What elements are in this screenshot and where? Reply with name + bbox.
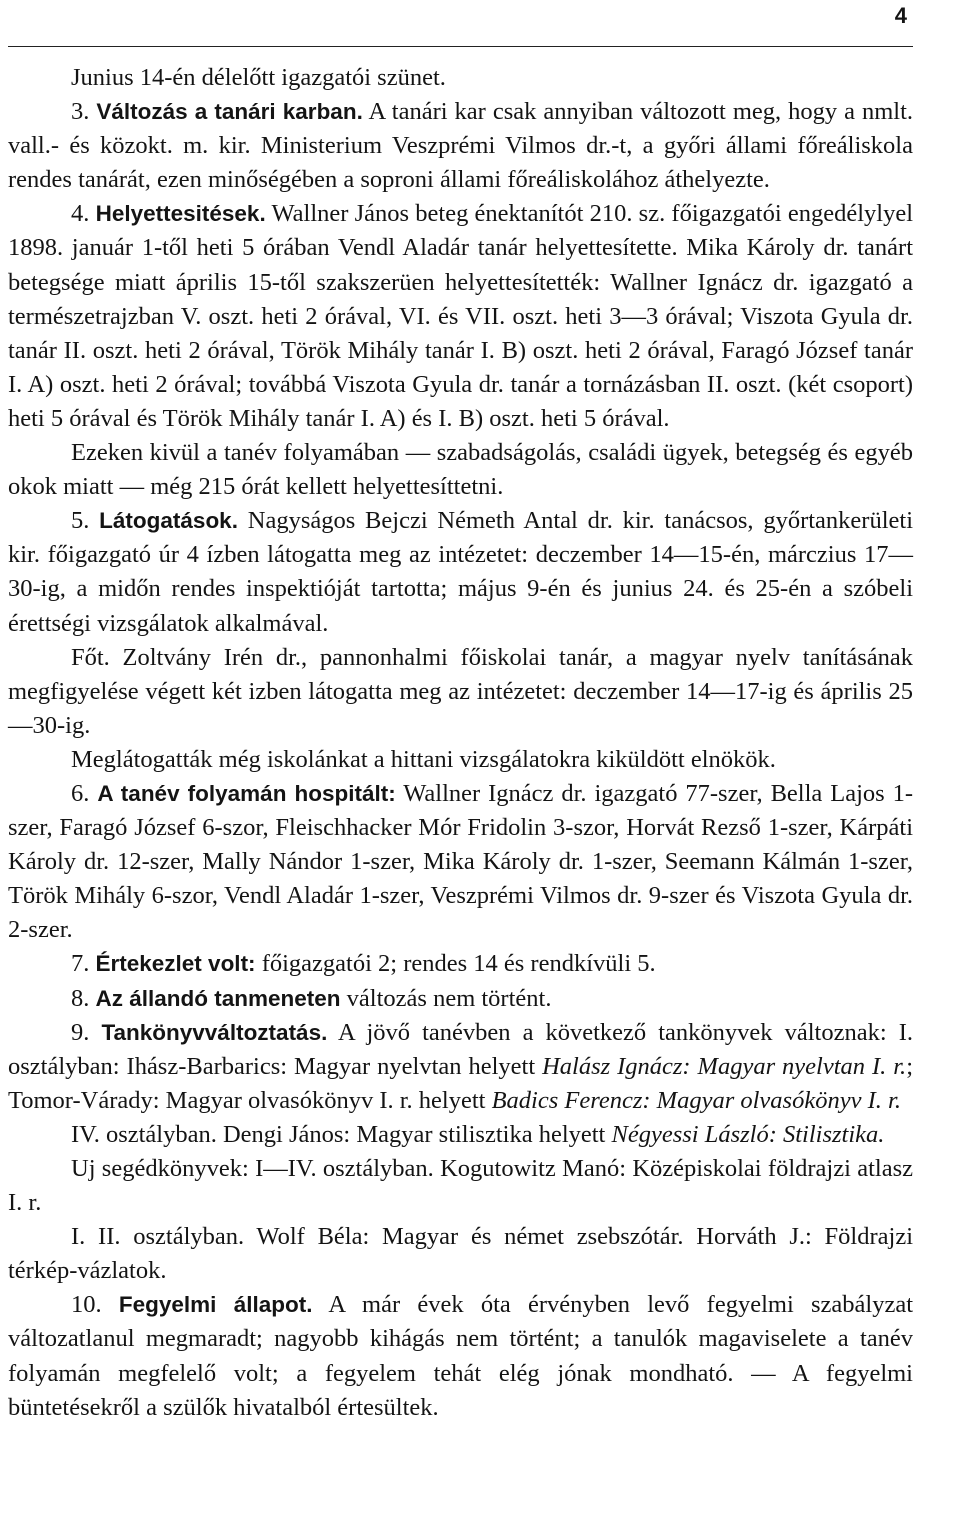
paragraph <box>8 947 913 981</box>
text-run: 10. <box>71 1291 119 1319</box>
text-run: 4. <box>71 200 96 228</box>
paragraph <box>8 95 913 197</box>
book-title: Négyessi László: Stilisztika. <box>611 1120 885 1148</box>
paragraph <box>8 1288 913 1424</box>
section-heading: Látogatások. <box>99 508 238 534</box>
paragraph <box>8 777 913 947</box>
text-run: 6. <box>71 779 98 807</box>
text-run: Wallner János beteg énektanítót 210. sz. főigazgatói engedélylyel 1898. január 1-től heti 5 órában Vendl Aladár tanár helyettesítette. Mika Károly dr. tanárt betegsége miatt április 15-től szakszerüen helyettesítették: Wallner Ignácz dr. igazgató a természetrajzban V. oszt. heti 2 órával, VI. és VII. oszt. heti 3—3 órával; Viszota Gyula dr. tanár II. oszt. heti 2 órával, Török Mihály tanár I. B) oszt. heti 2 órával, Faragó József tanár I. A) oszt. heti 2 órával; továbbá Viszota Gyula dr. tanár a tornázásban II. oszt. (két csoport) heti 5 órával és Török Mihály tanár I. A) és I. B) oszt. heti 5 órával. <box>8 200 914 432</box>
paragraph <box>8 982 913 1016</box>
book-title: Halász Ignácz: Magyar nyelvtan I. r. <box>542 1052 907 1080</box>
text-run: IV. osztályban. Dengi János: Magyar stilisztika helyett <box>71 1120 612 1148</box>
text-run: Uj segédkönyvek: I—IV. osztályban. Kogutowitz Manó: Középiskolai földrajzi atlasz I. r. <box>8 1155 913 1217</box>
text-run: A már évek óta érvényben levő fegyelmi szabályzat változatlanul megmaradt; nagyobb kihágás nem történt; a tanulók magaviselete a tanév folyamán megfelelő volt; a fegyelem tehát elég jónak mondható. — A fegyelmi büntetésekről a szülők hivatalból értesültek. <box>8 1291 914 1421</box>
text-run: Wallner Ignácz dr. igazgató 77-szer, Bella Lajos 1-szer, Faragó József 6-szor, Fleischhacker Mór Fridolin 3-szor, Horvát Rezső 1-szer, Kárpáti Károly dr. 12-szer, Mally Nándor 1-szer, Mika Károly dr. 1-szer, Seemann Kálmán 1-szer, Török Mihály 6-szor, Vendl Aladár 1-szer, Veszprémi Vilmos dr. 9-szer és Viszota Gyula dr. 2-szer. <box>8 779 914 944</box>
paragraph <box>8 504 913 640</box>
text-run: változás nem történt. <box>340 984 552 1012</box>
body-text <box>8 61 913 1425</box>
text-run: Meglátogatták még iskolánkat a hittani vizsgálatokra kiküldött elnökök. <box>71 745 776 773</box>
text-run: 3. <box>71 98 97 126</box>
text-run: 9. <box>71 1018 102 1046</box>
section-heading: Tankönyvváltoztatás. <box>101 1019 328 1045</box>
paragraph <box>8 743 913 777</box>
text-run: A tanári kar csak annyiban változott meg, hogy a nmlt. vall.- és közokt. m. kir. Ministerium Veszprémi Vilmos dr.-t, a győri állami főreáliskola rendes tanárát, ezen minőségében a soproni állami főreáliskolához áthelyezte. <box>8 98 914 194</box>
book-title: Badics Ferencz: Magyar olvasókönyv I. r. <box>491 1086 901 1114</box>
paragraph <box>8 641 913 743</box>
paragraph <box>8 1016 913 1118</box>
text-run: A jövő tanévben a következő tankönyvek változnak: I. osztályban: Ihász-Barbarics: Magyar nyelvtan helyett <box>8 1018 913 1080</box>
paragraph <box>8 61 913 95</box>
text-run: Ezeken kivül a tanév folyamában — szabadságolás, családi ügyek, betegség és egyéb okok miatt — még 215 órát kellett helyettesíttetni. <box>8 439 913 501</box>
section-heading: Az állandó tanmeneten <box>95 985 341 1011</box>
text-run: Junius 14-én délelőtt igazgatói szünet. <box>71 64 446 91</box>
text-run: Nagyságos Bejczi Németh Antal dr. kir. tanácsos, győrtankerületi kir. főigazgató úr 4 ízben látogatta meg az intézetet: deczember 14—15-én, márczius 17—30-ig, a midőn rendes inspektióját tartotta; május 9-én és junius 24. és 25-én a szóbeli érettségi vizsgálatok alkalmával. <box>8 507 913 637</box>
text-run: ; Tomor-Várady: Magyar olvasókönyv I. r. helyett <box>8 1052 913 1114</box>
section-heading: Helyettesitések. <box>95 201 266 227</box>
section-heading: A tanév folyamán hospitált: <box>97 780 396 806</box>
text-run: Főt. Zoltvány Irén dr., pannonhalmi főiskolai tanár, a magyar nyelv tanításának megfigyelése végett két izben látogatta meg az intézetet: deczember 14—17-ig és április 25—30-ig. <box>8 643 913 739</box>
text-run: főigazgatói 2; rendes 14 és rendkívüli 5. <box>255 950 656 978</box>
text-run: 7. <box>71 950 96 978</box>
text-run: 8. <box>71 984 96 1012</box>
page-header <box>8 0 913 47</box>
section-heading: Változás a tanári karban. <box>96 99 363 125</box>
paragraph <box>8 1118 913 1152</box>
paragraph <box>8 1220 913 1288</box>
paragraph <box>8 436 913 504</box>
text-run: I. II. osztályban. Wolf Béla: Magyar és német zsebszótár. Horváth J.: Földrajzi térkép-vázlatok. <box>8 1223 913 1285</box>
paragraph <box>8 1152 913 1220</box>
paragraph <box>8 197 913 436</box>
page-number: 4 <box>894 3 907 28</box>
section-heading: Értekezlet volt: <box>95 951 256 977</box>
section-heading: Fegyelmi állapot. <box>118 1292 313 1318</box>
text-run: 5. <box>71 507 100 535</box>
